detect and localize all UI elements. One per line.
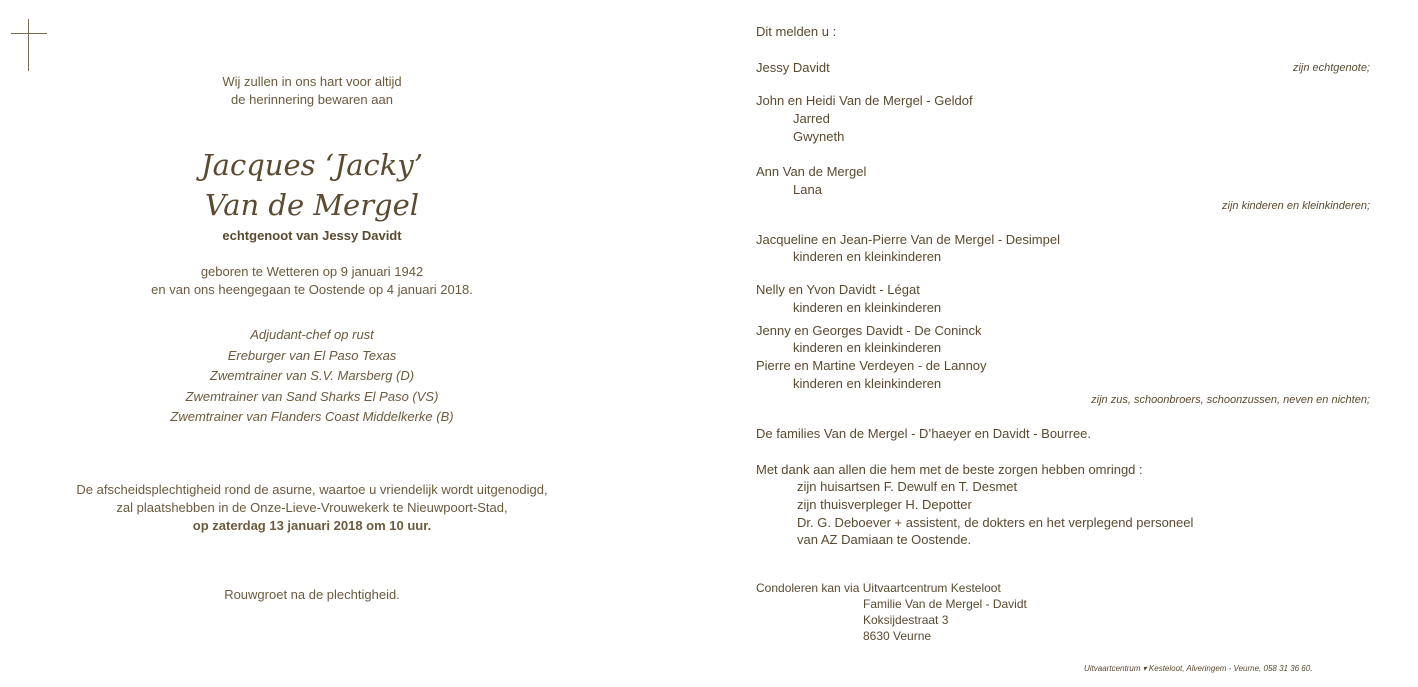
sibling-1: Jacqueline en Jean-Pierre Van de Mergel - Desimpel bbox=[756, 232, 1060, 247]
title-item: Zwemtrainer van Sand Sharks El Paso (VS) bbox=[185, 388, 439, 404]
child-1: John en Heidi Van de Mergel - Geldof bbox=[756, 93, 973, 108]
sibling-3-sub: kinderen en kleinkinderen bbox=[793, 340, 942, 355]
intro-line-2: de herinnering bewaren aan bbox=[231, 92, 393, 107]
thanks-line-4: Dr. G. Deboever + assistent, de dokters en het verplegend personeel bbox=[797, 515, 1194, 530]
sibling-4: Pierre en Martine Verdeyen - de Lannoy bbox=[756, 358, 987, 373]
title-item: Ereburger van El Paso Texas bbox=[227, 347, 397, 363]
cross-icon bbox=[11, 19, 47, 71]
died-line: en van ons heengegaan te Oostende op 4 januari 2018. bbox=[151, 282, 473, 297]
spouse-line: echtgenoot van Jessy Davidt bbox=[222, 228, 402, 243]
intro-text bbox=[0, 73, 624, 109]
title-item: Adjudant-chef op rust bbox=[250, 327, 374, 342]
sibling-2: Nelly en Yvon Davidt - Légat bbox=[756, 282, 920, 297]
families-line: De families Van de Mergel - D’haeyer en Davidt - Bourree. bbox=[756, 426, 1092, 441]
spouse-name: Jessy Davidt bbox=[756, 60, 830, 75]
title-item: Zwemtrainer van Flanders Coast Middelkerke (B) bbox=[170, 409, 454, 424]
thanks-line-3: zijn thuisverpleger H. Depotter bbox=[797, 497, 972, 512]
ceremony-line-1: De afscheidsplechtigheid rond de asurne, waartoe u vriendelijk wordt uitgenodigd, bbox=[76, 482, 548, 497]
condolences-line-4: 8630 Veurne bbox=[863, 629, 932, 643]
title-item: Zwemtrainer van S.V. Marsberg (D) bbox=[209, 368, 415, 383]
ceremony-text bbox=[0, 481, 624, 535]
children-relation: zijn kinderen en kleinkinderen; bbox=[1222, 200, 1370, 212]
sibling-1-sub: kinderen en kleinkinderen bbox=[793, 249, 942, 264]
condolences-line-1: Condoleren kan via Uitvaartcentrum Kesteloot bbox=[756, 581, 1001, 595]
funeral-home-footer: Uitvaartcentrum ▾ Kesteloot, Alveringem - Veurne, 058 31 36 60. bbox=[1084, 664, 1313, 673]
siblings-relation: zijn zus, schoonbroers, schoonzussen, neven en nichten; bbox=[1091, 394, 1370, 406]
grandchild-3: Lana bbox=[793, 182, 822, 197]
born-line: geboren te Wetteren op 9 januari 1942 bbox=[200, 264, 424, 279]
thanks-line-1: Met dank aan allen die hem met de beste zorgen hebben omringd : bbox=[756, 462, 1143, 477]
deceased-name-line-2: Van de Mergel bbox=[204, 188, 420, 222]
grandchild-2: Gwyneth bbox=[793, 129, 845, 144]
birth-death-text bbox=[0, 263, 624, 299]
ceremony-date: op zaterdag 13 januari 2018 om 10 uur. bbox=[192, 518, 432, 533]
intro-line-1: Wij zullen in ons hart voor altijd bbox=[222, 74, 402, 89]
sibling-2-sub: kinderen en kleinkinderen bbox=[793, 300, 942, 315]
deceased-name bbox=[0, 145, 624, 225]
spouse-relation: zijn echtgenote; bbox=[1292, 62, 1370, 74]
condolences-line-2: Familie Van de Mergel - Davidt bbox=[863, 597, 1027, 611]
child-2: Ann Van de Mergel bbox=[756, 164, 867, 179]
deceased-name-line-1: Jacques ‘Jacky’ bbox=[201, 148, 423, 182]
thanks-line-5: van AZ Damiaan te Oostende. bbox=[797, 532, 972, 547]
grandchild-1: Jarred bbox=[793, 111, 830, 126]
titles-list bbox=[0, 325, 624, 428]
sibling-4-sub: kinderen en kleinkinderen bbox=[793, 376, 942, 391]
ceremony-line-2: zal plaatshebben in de Onze-Lieve-Vrouwekerk te Nieuwpoort-Stad, bbox=[116, 500, 508, 515]
family-header: Dit melden u : bbox=[756, 24, 837, 39]
greeting-line: Rouwgroet na de plechtigheid. bbox=[224, 587, 400, 602]
condolences-line-3: Koksijdestraat 3 bbox=[863, 613, 949, 627]
thanks-line-2: zijn huisartsen F. Dewulf en T. Desmet bbox=[797, 479, 1018, 494]
sibling-3: Jenny en Georges Davidt - De Coninck bbox=[756, 323, 982, 338]
